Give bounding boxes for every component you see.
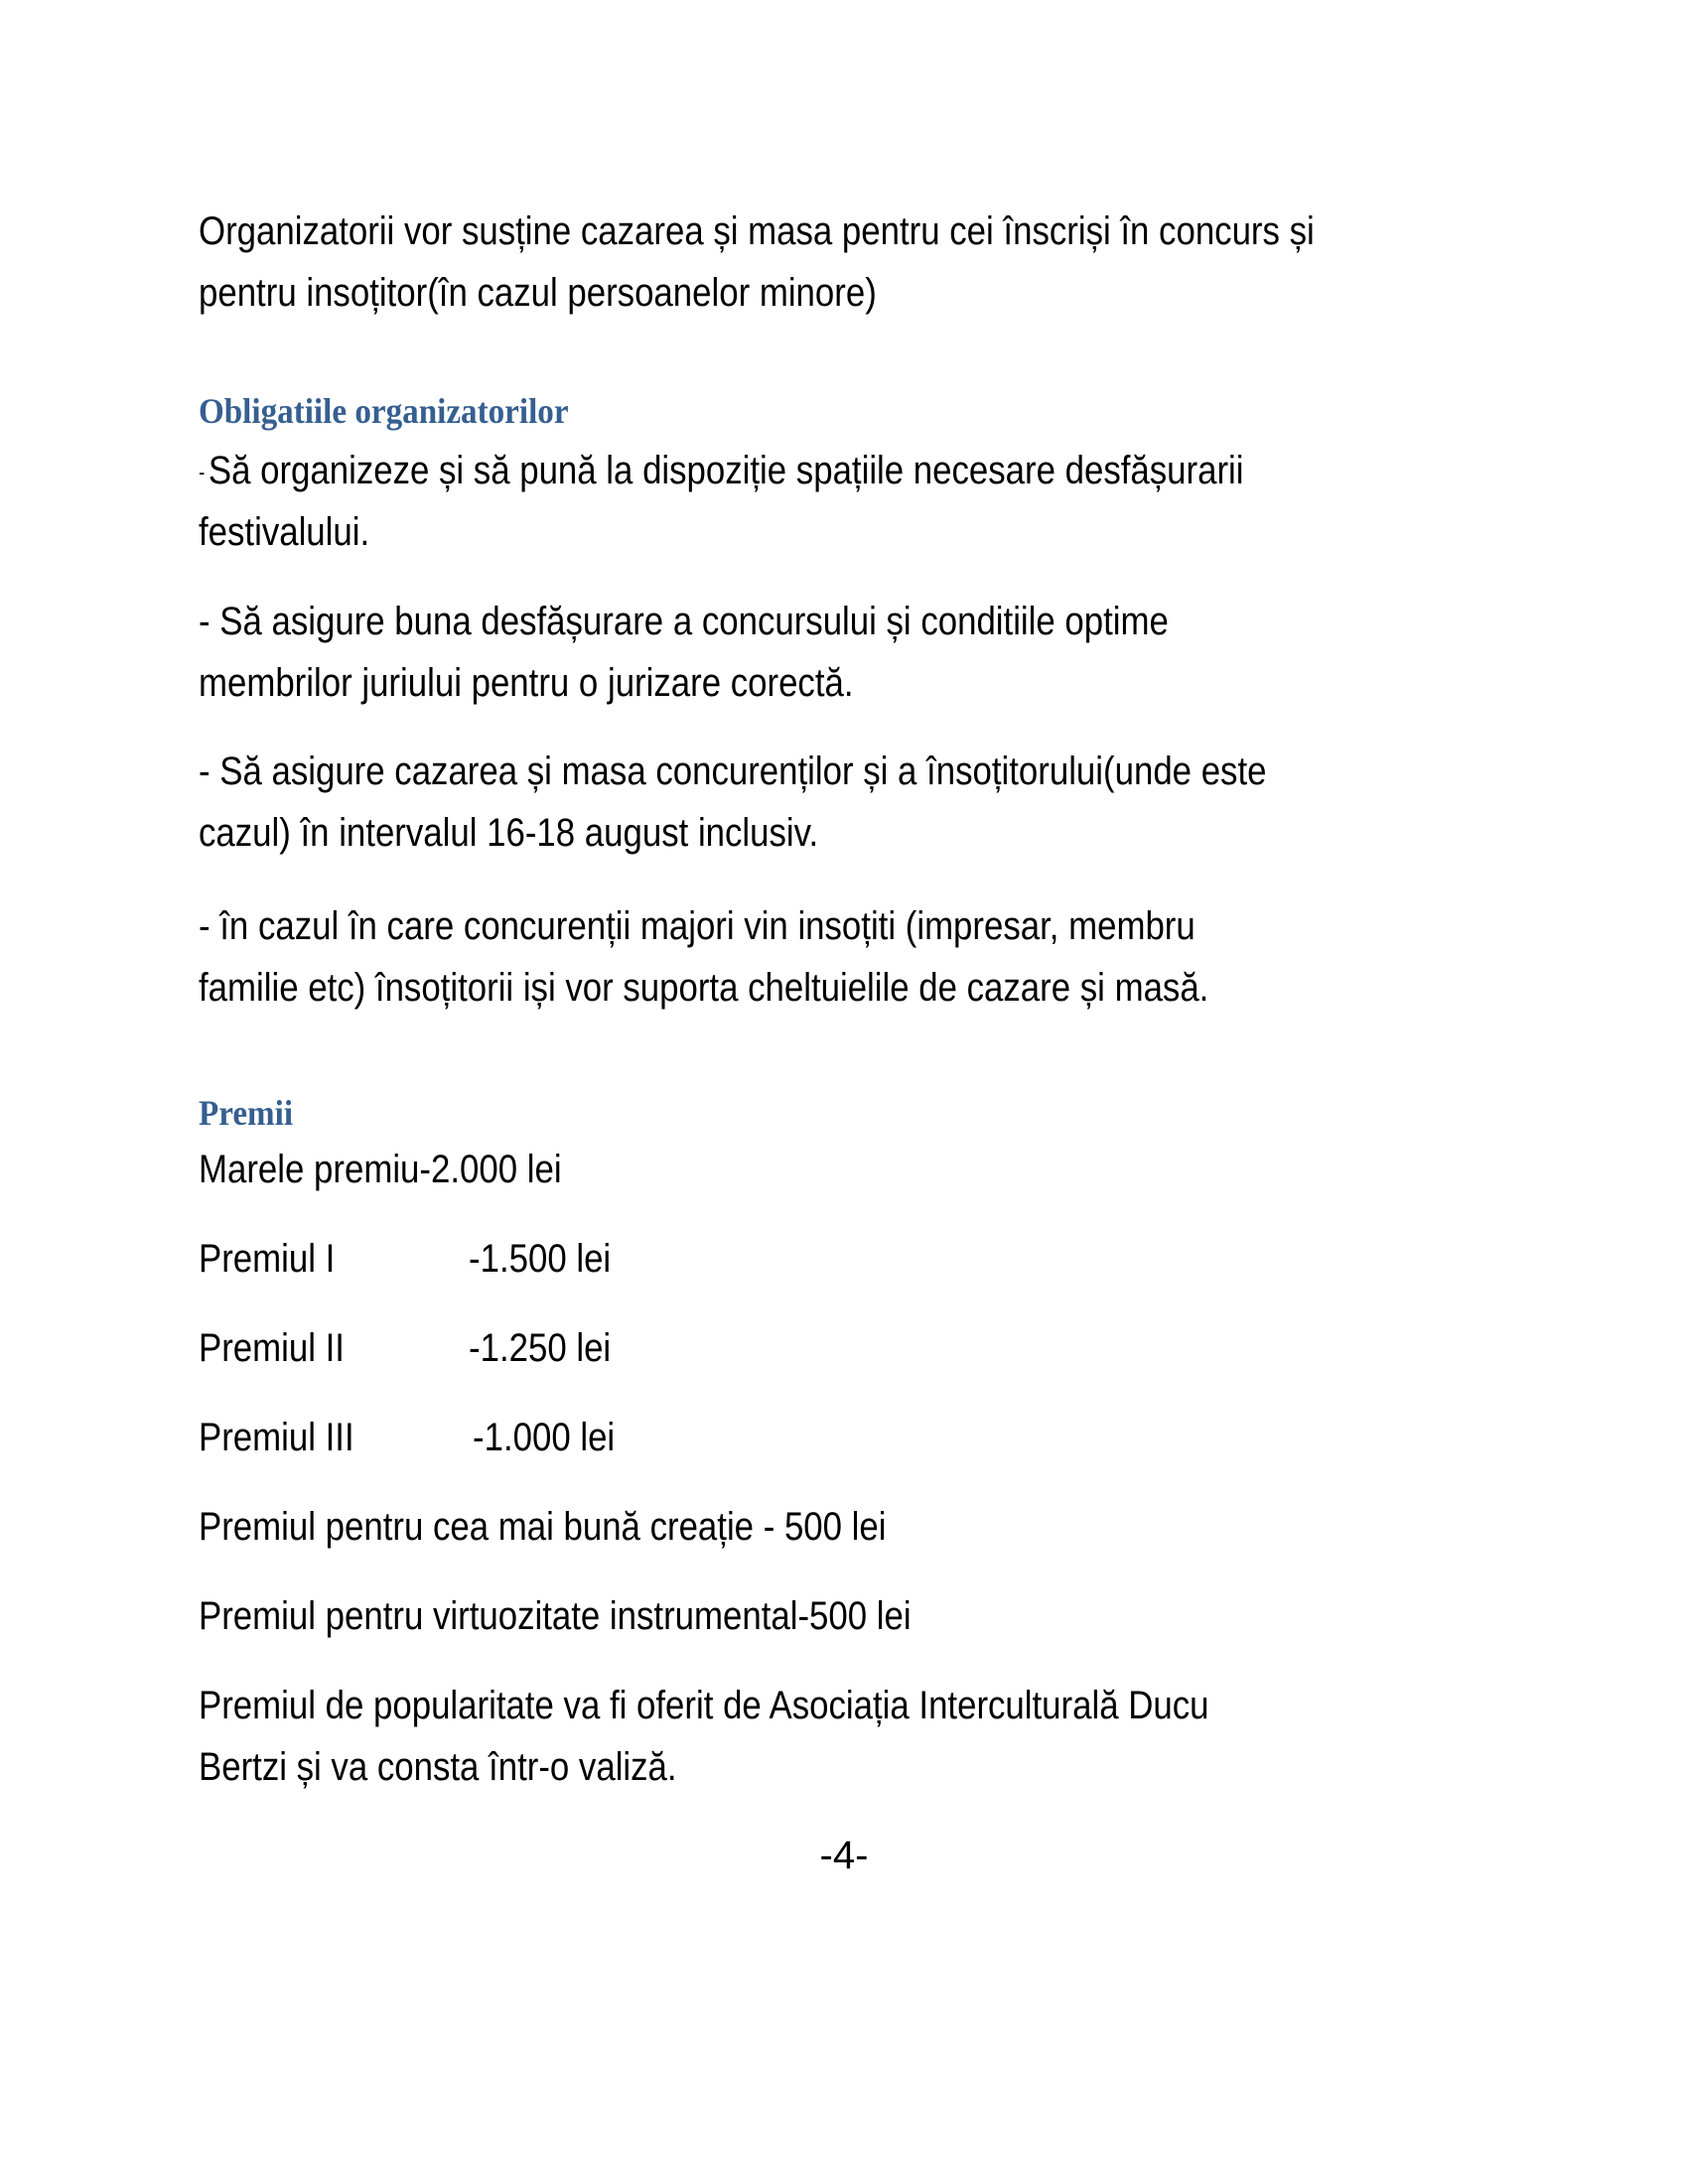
- obligation-4-line-1: - în cazul în care concurenții majori vin insoțiti (impresar, membru: [199, 904, 1196, 948]
- prize-3-label: Premiul III: [199, 1416, 354, 1459]
- obligation-2-line-1: - Să asigure buna desfășurare a concursului și conditiile optime: [199, 600, 1169, 643]
- prizes-heading: Premii: [199, 1093, 294, 1133]
- obligation-3-line-2: cazul) în intervalul 16-18 august inclusiv.: [199, 811, 819, 855]
- obligation-1-line-2: festivalului.: [199, 510, 370, 554]
- obligation-3-line-1: - Să asigure cazarea și masa concurenților și a însoțitorului(unde este: [199, 750, 1267, 793]
- small-dash: -: [199, 460, 206, 484]
- prize-3-amount: -1.000 lei: [473, 1416, 616, 1459]
- prize-1-amount: -1.500 lei: [469, 1237, 612, 1281]
- prize-2-amount: -1.250 lei: [469, 1326, 612, 1370]
- obligation-1-text: Să organizeze și să pună la dispoziție spațiile necesare desfășurarii: [208, 449, 1244, 492]
- obligation-1-line-1: [199, 451, 1244, 492]
- intro-line-1: Organizatorii vor susține cazarea și masa pentru cei înscriși în concurs și: [199, 209, 1315, 253]
- prize-1-label: Premiul I: [199, 1237, 336, 1281]
- popularity-prize-line-2: Bertzi și va consta într-o valiză.: [199, 1745, 677, 1789]
- obligations-heading: Obligatiile organizatorilor: [199, 391, 569, 431]
- prize-2-label: Premiul II: [199, 1326, 345, 1370]
- special-prize-virtuosity: Premiul pentru virtuozitate instrumental-500 lei: [199, 1594, 912, 1638]
- page-number: -4-: [819, 1834, 869, 1877]
- obligation-2-line-2: membrilor juriului pentru o jurizare corectă.: [199, 661, 854, 705]
- grand-prize: Marele premiu-2.000 lei: [199, 1148, 562, 1191]
- obligation-4-line-2: familie etc) însoțitorii iși vor suporta cheltuielile de cazare și masă.: [199, 966, 1209, 1010]
- popularity-prize-line-1: Premiul de popularitate va fi oferit de Asociația Interculturală Ducu: [199, 1684, 1209, 1727]
- special-prize-creation: Premiul pentru cea mai bună creație - 500 lei: [199, 1505, 887, 1549]
- intro-line-2: pentru insoțitor(în cazul persoanelor minore): [199, 271, 877, 315]
